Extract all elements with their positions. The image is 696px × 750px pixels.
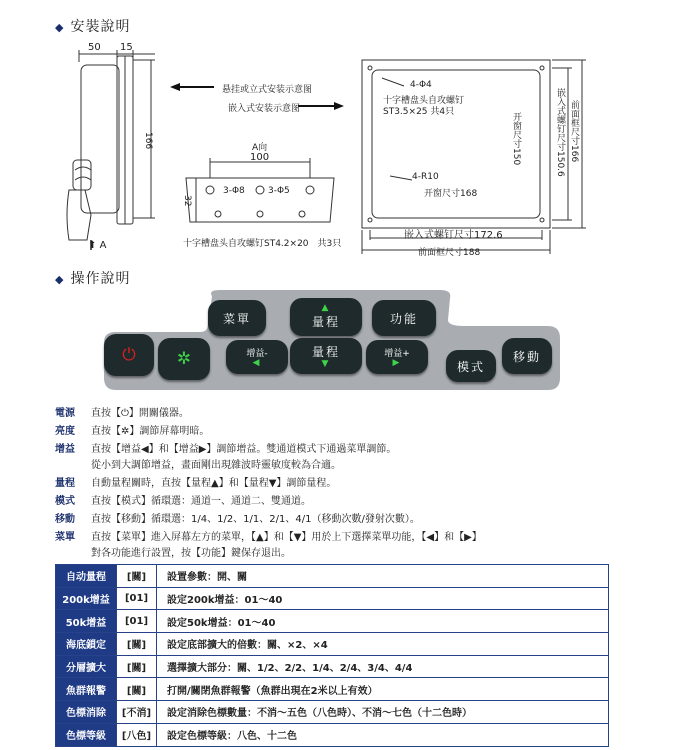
power-icon: ⏻: [122, 345, 136, 365]
triangle-left-icon: ◀: [252, 358, 262, 368]
embedded-install-label: 嵌入式安装示意图: [228, 104, 301, 114]
table-cell-value: [八色]: [117, 723, 157, 746]
bracket-32-label: 32: [182, 195, 192, 207]
function-key-label: 功能: [389, 311, 418, 326]
table-cell-desc: 選擇擴大部分：關、1/2、2/2、1/4、2/4、3/4、4/4: [157, 655, 609, 678]
table-row: [56, 655, 609, 678]
brightness-icon: ✲: [176, 349, 192, 369]
keypad-panel: [104, 290, 560, 390]
shift-key-label: 移動: [512, 349, 541, 364]
embed-width-label: 嵌入式螺钉尺寸172.6: [404, 230, 503, 241]
bracket-100-label: 100: [250, 152, 270, 163]
table-cell-value: [不消]: [117, 701, 157, 724]
desc-row-gain-cont: 從小到大調節增益，畫面剛出現雜波時靈敏度較為合適。: [91, 460, 341, 471]
shift-key[interactable]: [502, 338, 552, 374]
table-cell-name: 色標消除: [56, 701, 117, 724]
desc-row-shift: 移動 直按【移動】循環選：1/4、1/2、1/1、2/1、4/1（移動次數/發射次數）。: [55, 514, 420, 525]
diamond-icon: ◆: [55, 273, 65, 286]
table-cell-name: 色標等級: [56, 723, 117, 746]
panel-screw-spec-3: ST3.5×25 共4只: [383, 107, 455, 117]
dim-15-label: 15: [120, 42, 133, 53]
embed-height-label: 嵌入式螺钉尺寸150.6: [555, 88, 565, 177]
range-down-key-label: 量程: [311, 345, 340, 359]
desc-row-menu-cont: 對各功能進行設置，按【功能】鍵保存退出。: [91, 548, 291, 559]
dim-166-label: 166: [143, 132, 153, 150]
brightness-key[interactable]: [158, 338, 210, 380]
desc-row-menu: 菜單 直按【菜單】進入屏幕左方的菜單，【▲】和【▼】用於上下選擇菜單功能，【◀】和【▶】: [55, 532, 482, 543]
table-row: [56, 587, 609, 610]
table-cell-desc: 設定50k增益：01～40: [157, 610, 609, 633]
menu-settings-table: [55, 564, 609, 747]
table-cell-desc: 設定200k增益：01～40: [157, 587, 609, 610]
table-cell-value: [01]: [117, 610, 157, 633]
gain-plus-key-label: 增益+: [384, 349, 410, 359]
table-cell-value: [關]: [117, 565, 157, 588]
table-cell-desc: 設定消除色標數量：不消～五色（八色時）、不消～七色（十二色時）: [157, 701, 609, 724]
hanging-install-label: 悬挂或立式安装示意图: [222, 85, 313, 95]
table-cell-value: [關]: [117, 655, 157, 678]
front-width-label: 前面框尺寸188: [418, 248, 481, 258]
label-a-arrow: ⬆ A: [88, 240, 107, 251]
table-row: [56, 701, 609, 724]
range-down-key[interactable]: [290, 338, 362, 374]
range-up-key-label: 量程: [311, 315, 340, 329]
hole-5-label: 3-Φ5: [268, 186, 290, 196]
triangle-up-icon: ▲: [321, 303, 331, 313]
table-cell-desc: 設定底部擴大的倍數：關、×2、×4: [157, 633, 609, 656]
desc-row-gain: 增益 直按【增益◀】和【增益▶】調節增益。雙通道模式下通過菜單調節。: [55, 444, 397, 455]
corner-radius-label: 4-R10: [412, 172, 439, 182]
table-cell-name: 50k增益: [56, 610, 117, 633]
open-height-label: 开窗尺寸150: [511, 112, 521, 166]
table-cell-desc: 設定色標等級：八色、十二色: [157, 723, 609, 746]
diamond-icon: ◆: [55, 21, 65, 34]
table-row: [56, 723, 609, 746]
table-cell-value: [關]: [117, 678, 157, 701]
open-width-label: 开窗尺寸168: [424, 189, 478, 199]
table-cell-name: 自动量程: [56, 565, 117, 588]
menu-key[interactable]: [208, 300, 266, 336]
table-cell-name: 200k增益: [56, 587, 117, 610]
triangle-down-icon: ▼: [321, 359, 331, 369]
table-cell-name: 魚群報警: [56, 678, 117, 701]
table-cell-desc: 設置參數：開、關: [157, 565, 609, 588]
gain-minus-key-label: 增益-: [246, 349, 268, 359]
bracket-view-label: A向: [252, 143, 268, 153]
panel-screw-spec-1: 4-Φ4: [410, 80, 432, 90]
table-cell-desc: 打開/關閉魚群報警（魚群出現在2米以上有效）: [157, 678, 609, 701]
mode-key[interactable]: [446, 350, 496, 382]
side-view-drawing: [55, 40, 175, 260]
desc-row-power: 電源 直按【⏻】開關儀器。: [55, 408, 189, 419]
panel-screw-spec-2: 十字槽盘头自攻螺钉: [383, 96, 465, 106]
function-key[interactable]: [372, 300, 436, 336]
table-row: [56, 610, 609, 633]
gain-plus-key[interactable]: [366, 340, 428, 374]
table-cell-name: 分層擴大: [56, 655, 117, 678]
range-up-key[interactable]: [290, 298, 362, 336]
table-cell-name: 海底鎖定: [56, 633, 117, 656]
table-row: [56, 633, 609, 656]
dim-50-label: 50: [88, 42, 101, 53]
triangle-right-icon: ▶: [392, 358, 402, 368]
bracket-screw-label: 十字槽盘头自攻螺钉ST4.2×20 共3只: [183, 239, 342, 249]
operate-section-title: ◆ 操作說明: [55, 271, 131, 287]
table-cell-value: [01]: [117, 587, 157, 610]
hole-8-label: 3-Φ8: [223, 186, 245, 196]
gain-minus-key[interactable]: [226, 340, 288, 374]
table-row: [56, 565, 609, 588]
table-cell-value: [關]: [117, 633, 157, 656]
power-key[interactable]: [104, 334, 154, 376]
table-row: [56, 678, 609, 701]
front-height-label: 前面框尺寸166: [569, 100, 579, 163]
mode-key-label: 模式: [456, 359, 485, 374]
desc-row-range: 量程 自動量程關時，直按【量程▲】和【量程▼】調節量程。: [55, 478, 337, 489]
desc-row-brightness: 亮度 直按【✲】調節屏幕明暗。: [55, 426, 210, 437]
desc-row-mode: 模式 直按【模式】循環選：通道一、通道二、雙通道。: [55, 496, 311, 507]
menu-key-label: 菜單: [222, 311, 251, 326]
install-section-title: ◆ 安裝說明: [55, 19, 131, 35]
